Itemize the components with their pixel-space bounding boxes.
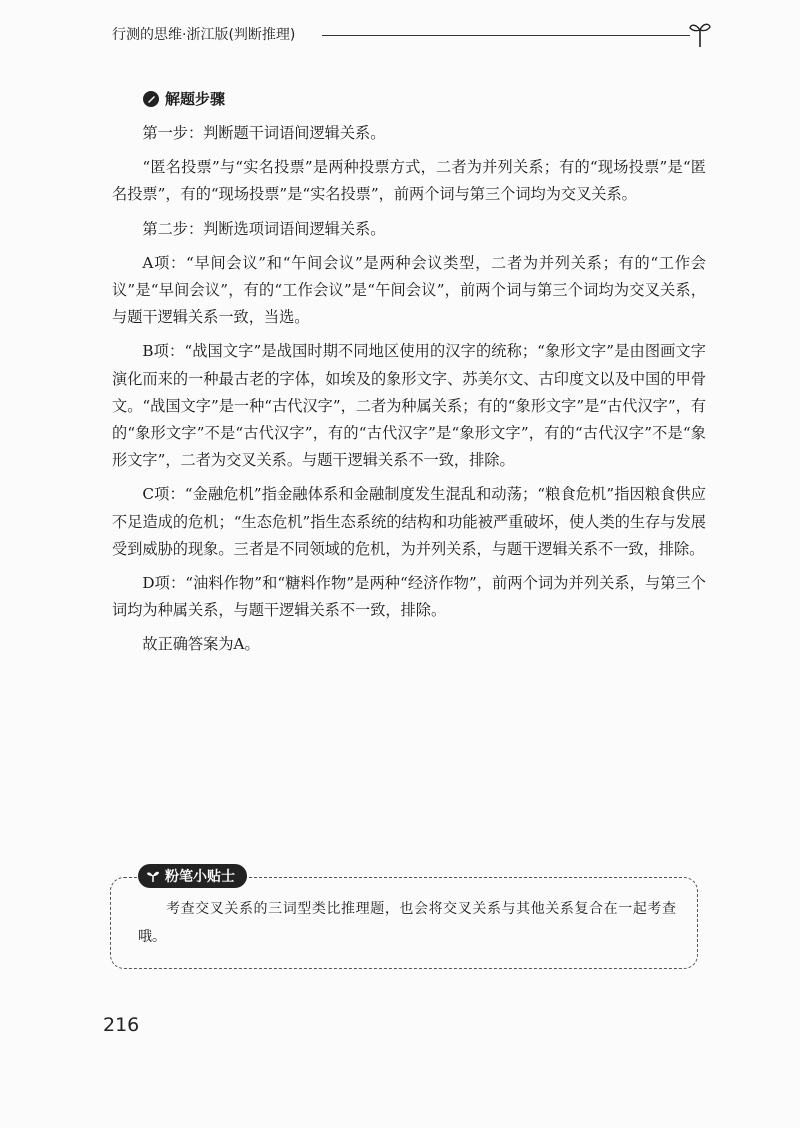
- tip-text: 考查交叉关系的三词型类比推理题，也会将交叉关系与其他关系复合在一起考查哦。: [138, 901, 676, 945]
- solution-steps-heading: [143, 88, 225, 109]
- paragraph-option-d: D项：“油料作物”和“糖料作物”是两种“经济作物”，前两个词为并列关系，与第三个词均为种属关系，与题干逻辑关系不一致，排除。: [112, 574, 706, 620]
- section-heading-text: 解题步骤: [165, 90, 226, 108]
- tip-label-text: 粉笔小贴士: [165, 869, 235, 885]
- pencil-badge-icon: [143, 91, 159, 107]
- header-title: 行测的思维·浙江版(判断推理): [112, 27, 296, 43]
- paragraph-option-c: C项：“金融危机”指金融体系和金融制度发生混乱和动荡；“粮食危机”指因粮食供应不足造成的危机；“生态危机”指生态系统的结构和功能被严重破坏，使人类的生存与发展受到威胁的现象。三者是不同领域的危机，为并列关系，与题干逻辑关系不一致，排除。: [112, 485, 706, 558]
- paragraph-stem-analysis: “匿名投票”与“实名投票”是两种投票方式，二者为并列关系；有的“现场投票”是“匿名投票”，有的“现场投票”是“实名投票”，前两个词与第三个词均为交叉关系。: [112, 158, 706, 204]
- page-number: 216: [103, 1014, 140, 1036]
- paragraph-step1: 第一步：判断题干词语间逻辑关系。: [142, 124, 386, 142]
- header-rule: [322, 35, 690, 36]
- running-header: [112, 20, 712, 48]
- sprout-icon: [146, 869, 160, 883]
- paragraph-step2: 第二步：判断选项词语间逻辑关系。: [142, 219, 386, 238]
- paragraph-answer: 故正确答案为A。: [142, 635, 260, 654]
- paragraph-option-a: A项：“早间会议”和“午间会议”是两种会议类型，二者为并列关系；有的“工作会议”是“早间会议”，有的“工作会议”是“午间会议”，前两个词与第三个词均为交叉关系，与题干逻辑关系一致，当选。: [112, 253, 706, 327]
- paragraph-option-b: B项：“战国文字”是战国时期不同地区使用的汉字的统称；“象形文字”是由图画文字演化而来的一种最古老的字体，如埃及的象形文字、苏美尔文、古印度文以及中国的甲骨文。“战国文字”是一种“古代汉字”，二者为种属关系；有的“象形文字”是“古代汉字”，有的“象形文字”不是“古代汉字”，有的“古代汉字”是“象形文字”，有的“古代汉字”不是“象形文字”，二者为交叉关系。与题干逻辑关系不一致，排除。: [112, 342, 706, 470]
- solution-body: [112, 120, 706, 666]
- sprout-icon: [688, 20, 712, 48]
- tip-label: [138, 864, 247, 888]
